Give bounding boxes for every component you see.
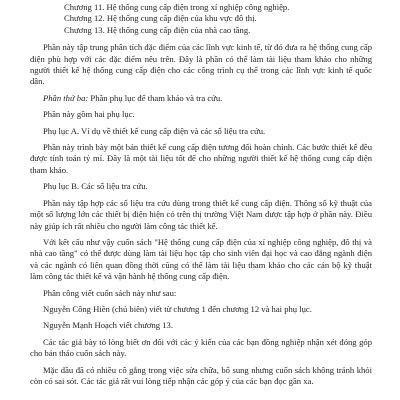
paragraph-part-two-description: Phần này tập trung phân tích đặc điểm của các lĩnh vực kinh tế, từ đó đưa ra hệ thống cung cấp điện phù hợp với các đặc điểm nêu trên. Đây là phần có thể làm tài liệu tham khảo cho những người thiết kế hệ thống cung cấp điện cho các công trình cụ thể trong các lĩnh vực kinh tế quốc dân. <box>30 42 372 87</box>
paragraph-appendix-a: Phần này trình bày một bản thiết kế cung cấp điện tương đối hoàn chỉnh. Các bước thiết kế đều được tính toán tỷ mỉ. Đây là một tài liệu tốt để cho những người thiết kế hệ thống cung cấp điện tham khảo. <box>30 142 372 175</box>
part-three-label: Phần thứ ba: <box>43 92 89 103</box>
chapter-item: Chương 13. Hệ thống cung cấp điện của nhà cao tầng. <box>64 24 251 35</box>
paragraph-two-appendices: Phần này gồm hai phụ lục. <box>43 109 135 120</box>
appendix-b-heading: Phụ lục B. Các số liệu tra cứu. <box>43 181 148 192</box>
paragraph-closing: Mặc dầu đã có nhiều cố gắng trong việc sửa chữa, bổ sung nhưng cuốn sách không tránh khỏi còn có sai sót. Các tác giả rất vui lòng tiếp nhận các góp ý của các bạn đọc gần xa. <box>30 364 372 386</box>
appendix-a-heading: Phụ lục A. Ví dụ về thiết kế cung cấp điện và các số liệu tra cứu. <box>43 125 266 136</box>
part-three-heading <box>30 93 372 104</box>
part-three-text: Phần phụ lục để tham khảo và tra cứu. <box>88 92 223 103</box>
paragraph-acknowledgement: Các tác giả bày tỏ lòng biết ơn đối với các ý kiến của các bạn đồng nghiệp nhận xét đóng góp cho bản thảo cuốn sách này. <box>30 336 372 359</box>
paragraph-book-structure: Với kết cấu như vậy cuốn sách "Hệ thống cung cấp điện của xí nghiệp công nghiệp, đô thị và nhà cao tầng" có thể được dùng làm tài liệu học tập cho sinh viên đại học và cao đẳng ngành điện và các ngành có liên quan đồng thời cũng có thể làm tài liệu tham khảo cho các cán bộ kỹ thuật làm công tác thiết kế và vận hành hệ thống cung cấp điện. <box>30 236 372 282</box>
chapter-list <box>30 0 372 36</box>
paragraph-writing-division: Phân công viết cuốn sách này như sau: <box>43 287 177 298</box>
chapter-item: Chương 11. Hệ thống cung cấp điện trong xí nghiệp công nghiệp. <box>64 2 290 12</box>
chapter-item: Chương 12. Hệ thống cung cấp điện của khu vực đô thị. <box>64 13 257 24</box>
paragraph-appendix-b: Phần này tập hợp các số liệu tra cứu dùng trong thiết kế cung cấp điện. Thông số kỹ thuật của một số lượng lớn các thiết bị điện hiện có trên thị trường Việt Nam được tập hợp ở phần này. Điều này giúp ích rất nhiều cho người làm công tác thiết kế. <box>30 197 372 231</box>
author-assignment: Nguyễn Mạnh Hoạch viết chương 13. <box>43 320 173 331</box>
author-assignment: Nguyễn Công Hiền (chủ biên) viết từ chương 1 đến chương 12 và hai phụ lục. <box>43 303 312 314</box>
